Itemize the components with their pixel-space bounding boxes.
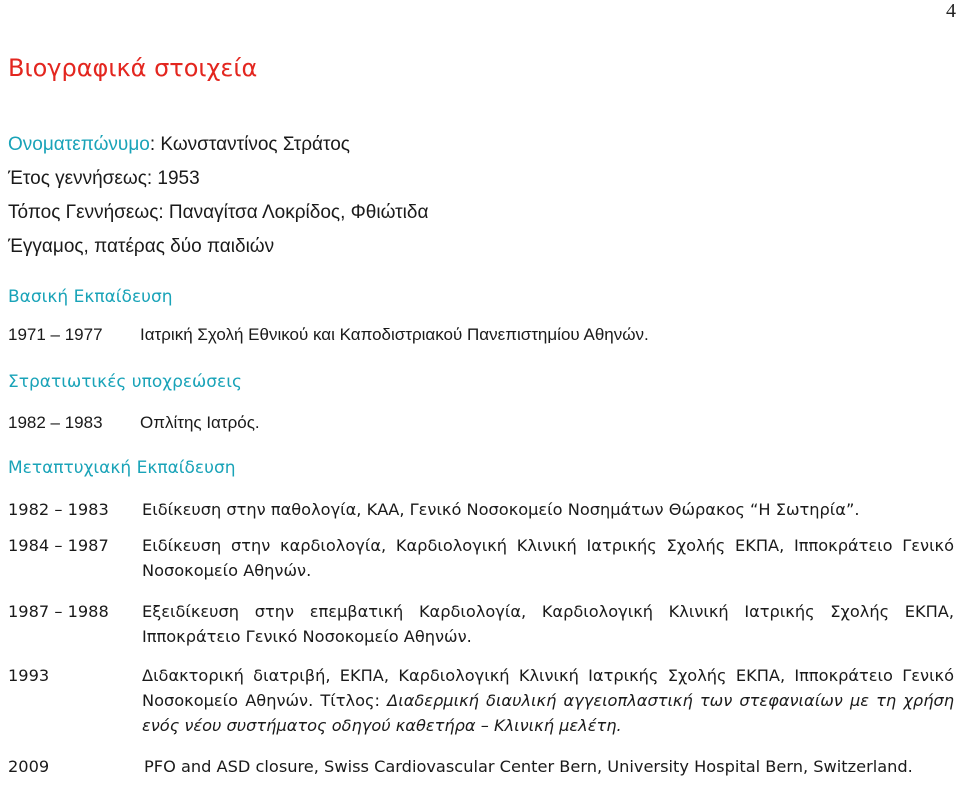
birth-place: Τόπος Γεννήσεως: Παναγίτσα Λοκρίδος, Φθιώτιδα (8, 202, 429, 223)
personal-details (8, 128, 428, 264)
postgraduate-entry (8, 497, 954, 522)
entry-text: Ιατρική Σχολή Εθνικού και Καποδιστριακού Πανεπιστημίου Αθηνών. (140, 325, 649, 344)
entry-text (142, 663, 954, 738)
military-heading: Στρατιωτικές υποχρεώσεις (8, 372, 242, 392)
entry-years: 1984 – 1987 (8, 536, 109, 555)
entry-years: 1982 – 1983 (8, 500, 109, 519)
family-status: Έγγαμος, πατέρας δύο παιδιών (8, 236, 275, 257)
thesis-description: Διδακτορική διατριβή, ΕΚΠΑ, Καρδιολογική Κλινική Ιατρικής Σχολής ΕΚΠΑ, Ιπποκράτειο Γενικό Νοσοκομείο Αθηνών. (142, 666, 954, 710)
entry-years: 1982 – 1983 (8, 413, 103, 432)
basic-education-entry (8, 322, 954, 347)
entry-text: Ειδίκευση στην παθολογία, ΚΑΑ, Γενικό Νοσοκομείο Νοσημάτων Θώρακος “Η Σωτηρία”. (142, 500, 860, 519)
name-label: Ονοματεπώνυμο (8, 134, 150, 155)
entry-text: PFO and ASD closure, Swiss Cardiovascular Center Bern, University Hospital Bern, Switzerland. (144, 757, 913, 776)
thesis-title-label: Τίτλος: (320, 691, 380, 710)
postgraduate-heading: Μεταπτυχιακή Εκπαίδευση (8, 458, 236, 478)
thesis-title: Διαδερμική διαυλική αγγειοπλαστική των στεφανιαίων με τη χρήση ενός νέου συστήματος οδηγού καθετήρα – Κλινική μελέτη. (142, 691, 954, 735)
postgraduate-entry (8, 663, 954, 738)
entry-text: Οπλίτης Ιατρός. (140, 413, 260, 432)
entry-text: Εξειδίκευση στην επεμβατική Καρδιολογία, Καρδιολογική Κλινική Ιατρικής Σχολής ΕΚΠΑ, Ιπποκράτειο Γενικό Νοσοκομείο Αθηνών. (142, 602, 954, 646)
page-number: 4 (946, 0, 956, 22)
basic-education-heading: Βασική Εκπαίδευση (8, 287, 173, 307)
entry-years: 2009 (8, 757, 50, 776)
entry-years: 1971 – 1977 (8, 325, 103, 344)
name-value: : Κωνσταντίνος Στράτος (149, 134, 350, 155)
document-title: Βιογραφικά στοιχεία (8, 54, 258, 82)
entry-years: 1987 – 1988 (8, 602, 109, 621)
birth-year: Έτος γεννήσεως: 1953 (8, 168, 200, 189)
entry-text: Ειδίκευση στην καρδιολογία, Καρδιολογική Κλινική Ιατρικής Σχολής ΕΚΠΑ, Ιπποκράτειο Γενικό Νοσοκομείο Αθηνών. (142, 536, 954, 580)
postgraduate-entry (8, 754, 954, 779)
postgraduate-entry (8, 533, 954, 583)
entry-years: 1993 (8, 666, 50, 685)
military-entry (8, 410, 954, 435)
postgraduate-entry (8, 599, 954, 649)
name-line (8, 128, 428, 162)
